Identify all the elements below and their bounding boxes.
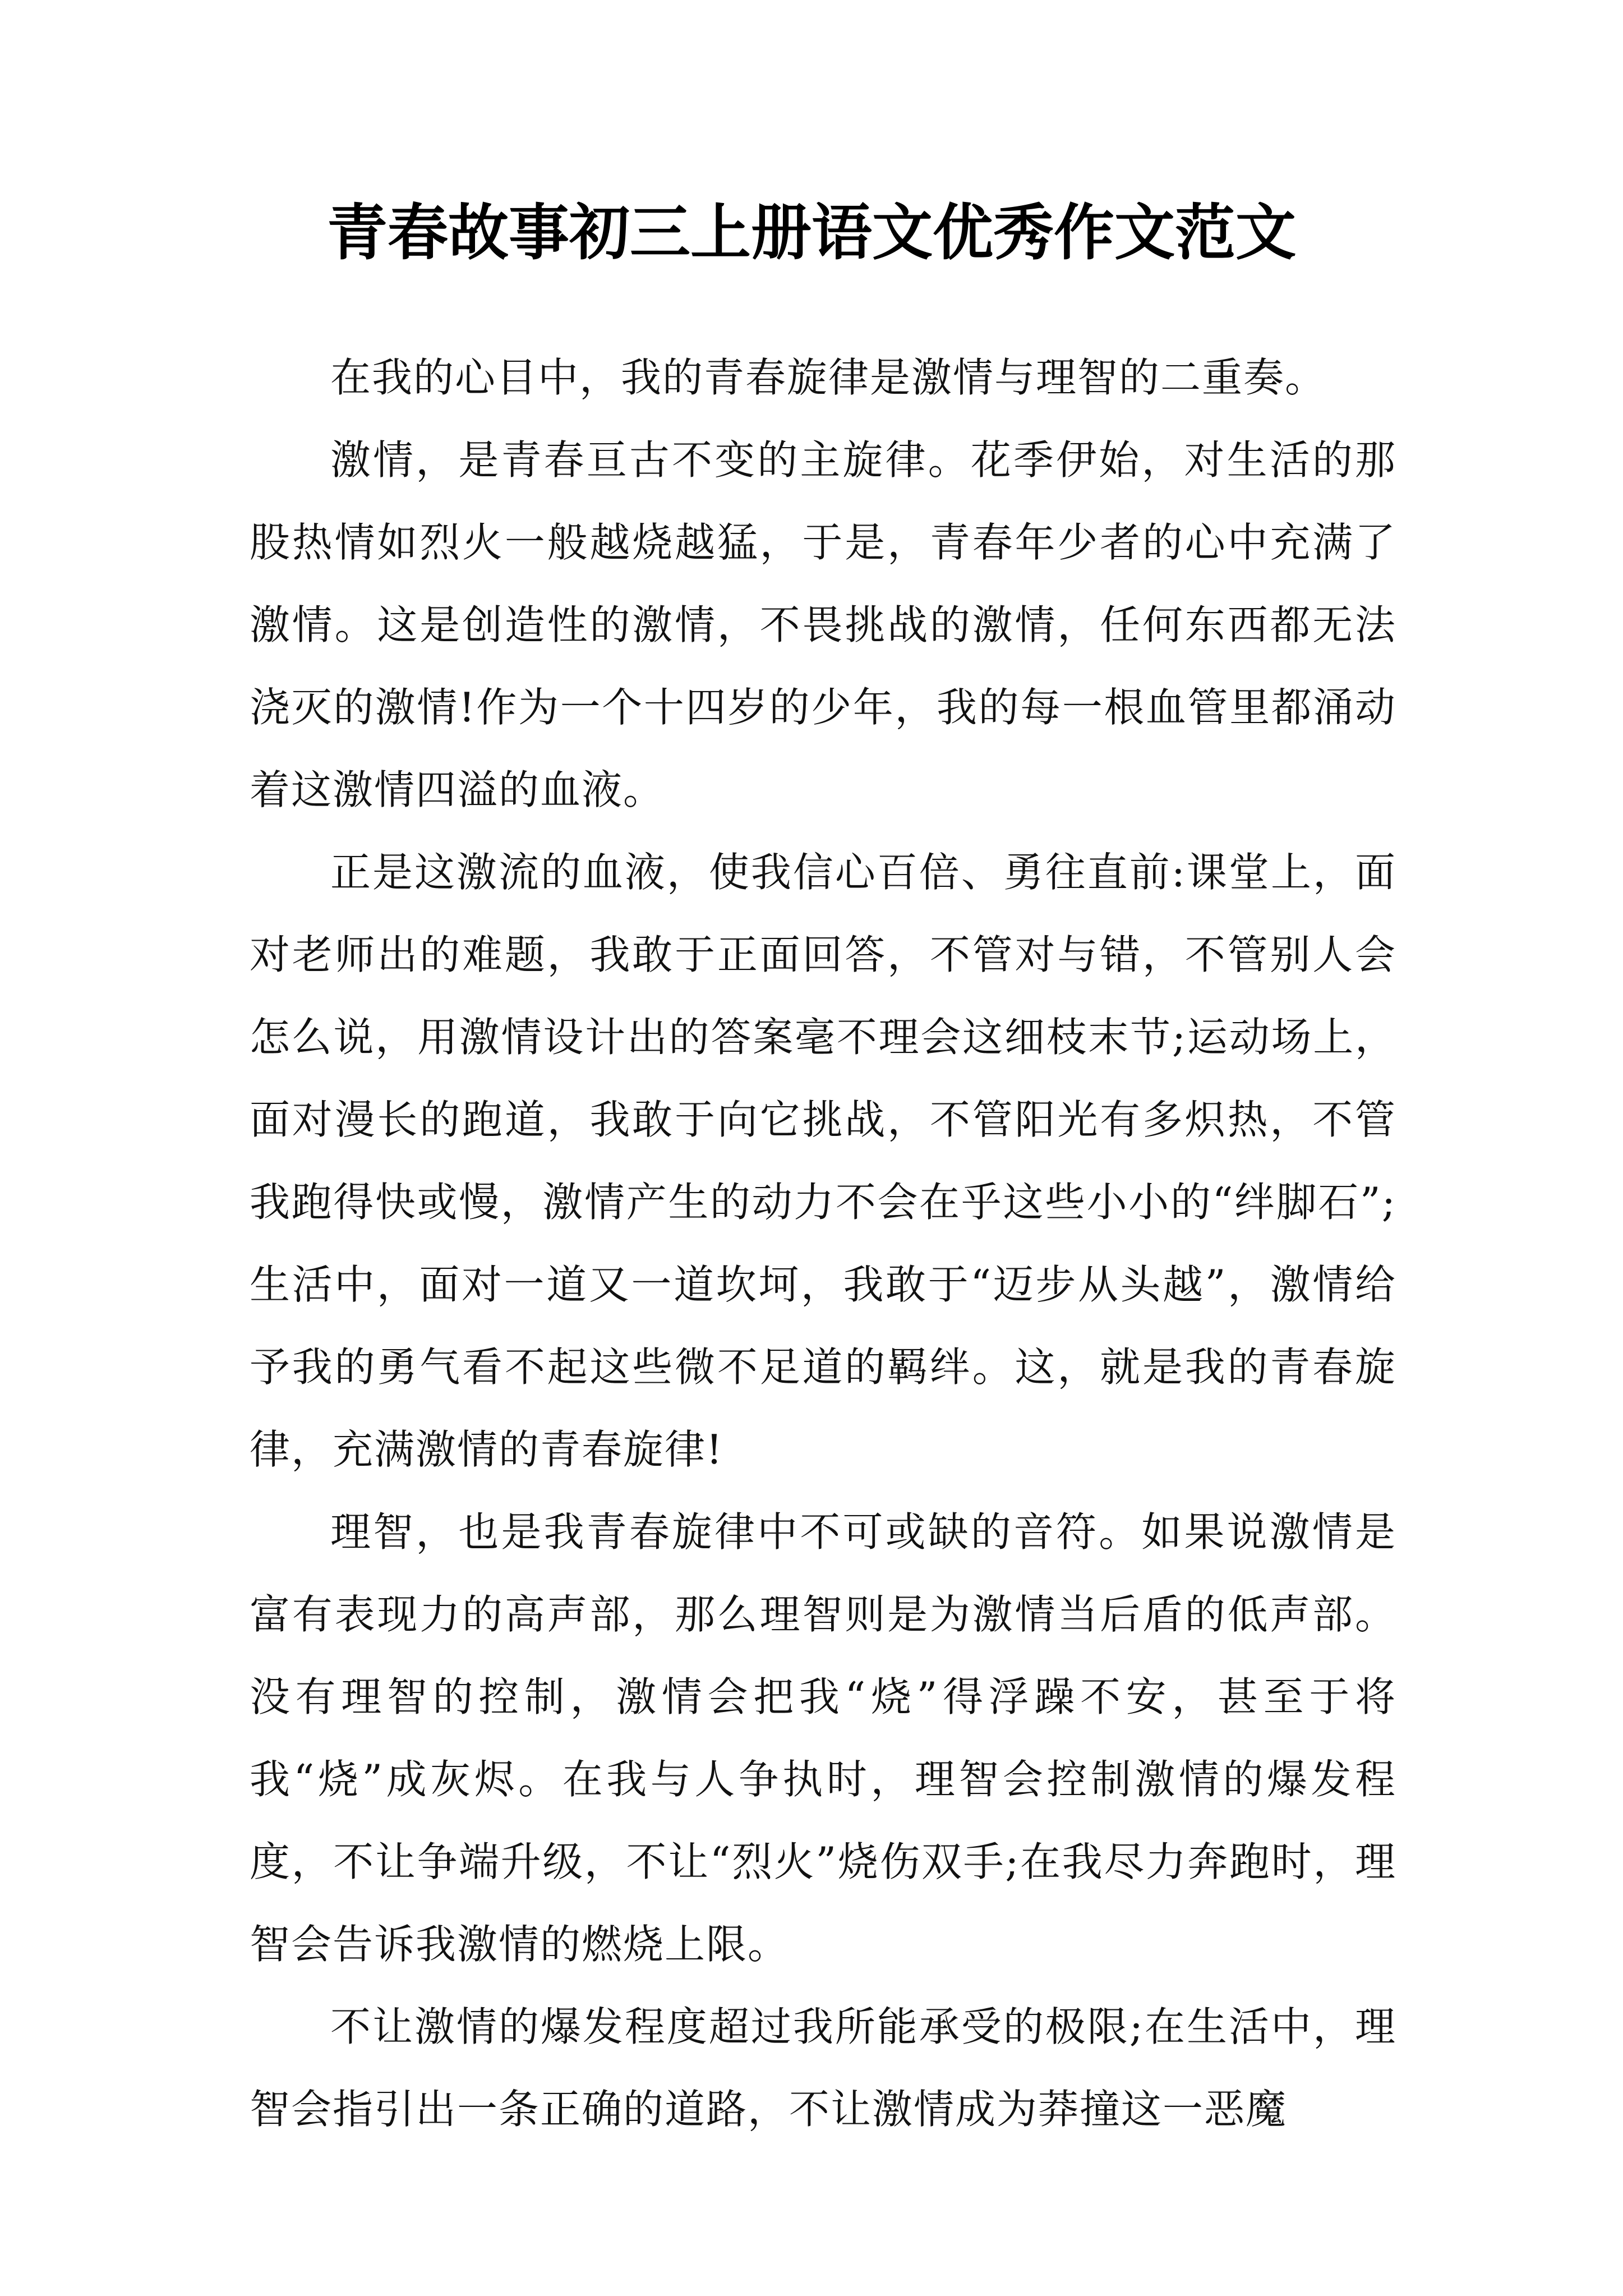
paragraph: 正是这激流的血液，使我信心百倍、勇往直前:课堂上，面对老师出的难题，我敢于正面回答，不管对与错，不管别人会怎么说，用激情设计出的答案毫不理会这细枝末节;运动场上，面对漫长的跑道，我敢于向它挑战，不管阳光有多炽热，不管我跑得快或慢，激情产生的动力不会在乎这些小小的“绊脚石”;生活中，面对一道又一道坎坷，我敢于“迈步从头越”，激情给予我的勇气看不起这些微不足道的羁绊。这，就是我的青春旋律，充满激情的青春旋律! (250, 849, 1396, 1473)
paragraph: 理智，也是我青春旋律中不可或缺的音符。如果说激情是富有表现力的高声部，那么理智则是为激情当后盾的低声部。没有理智的控制，激情会把我“烧”得浮躁不安，甚至于将我“烧”成灰烬。在我与人争执时，理智会控制激情的爆发程度，不让争端升级，不让“烈火”烧伤双手;在我尽力奔跑时，理智会告诉我激情的燃烧上限。 (250, 1508, 1396, 1968)
document-body (250, 337, 1396, 2151)
paragraph: 激情，是青春亘古不变的主旋律。花季伊始，对生活的那股热情如烈火一般越烧越猛，于是，青春年少者的心中充满了激情。这是创造性的激情，不畏挑战的激情，任何东西都无法浇灭的激情!作为一个十四岁的少年，我的每一根血管里都涌动着这激情四溢的血液。 (250, 436, 1396, 813)
paragraph: 不让激情的爆发程度超过我所能承受的极限;在生活中，理智会指引出一条正确的道路，不让激情成为莽撞这一恶魔 (250, 2003, 1396, 2133)
document-title: 青春故事初三上册语文优秀作文范文 (326, 197, 1296, 268)
paragraph: 在我的心目中，我的青春旋律是激情与理智的二重奏。 (330, 354, 1327, 401)
